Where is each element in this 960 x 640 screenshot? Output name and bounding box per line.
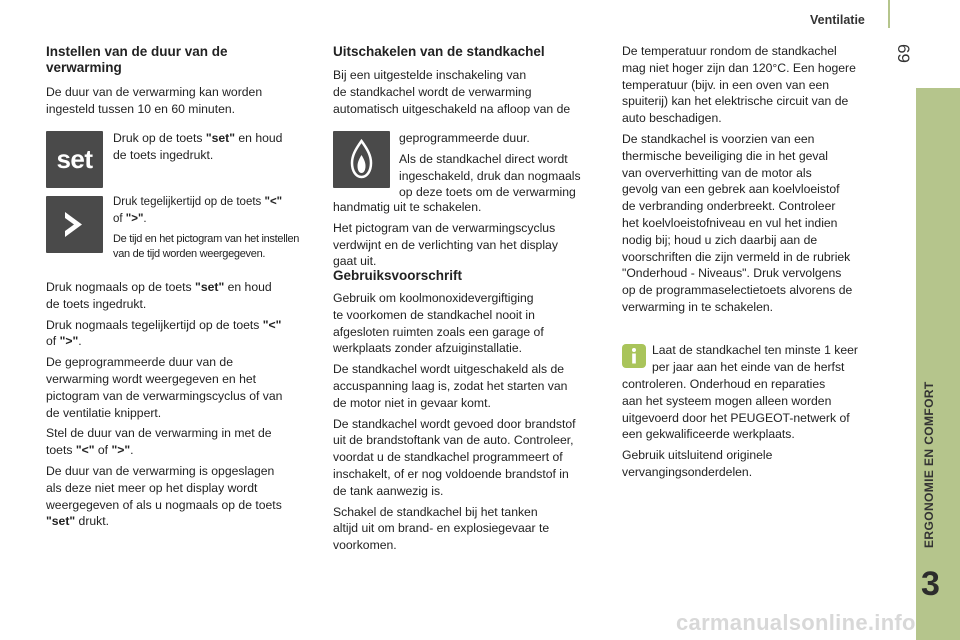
key-ref: "set" — [195, 280, 225, 294]
text-line: thermische beveiliging die in het geval — [622, 148, 828, 163]
col1-body — [46, 279, 321, 530]
heater-flame-key-icon — [333, 131, 390, 188]
text-line: voorschriften die zijn vermeld in de rubriek — [622, 249, 851, 264]
text-line: altijd uit om brand- en explosiegevaar te — [333, 521, 550, 536]
text-line: de motor niet in gevaar komt. — [333, 395, 491, 410]
text-line: aan het systeem mogen alleen worden — [622, 393, 832, 408]
text-line: werkplaats zonder afzuiginstallatie. — [333, 341, 523, 356]
text-line: van oververhitting van de motor als — [622, 165, 812, 180]
text-line: nodig bij; houd u zich daarbij aan de — [622, 232, 818, 247]
icon-text — [399, 130, 581, 201]
text-line: De duur van de verwarming kan worden — [46, 85, 263, 99]
key-ref: ">" — [59, 334, 79, 349]
text-line: Schakel de standkachel bij het tanken — [333, 504, 538, 519]
text: Druk nogmaals op de toets — [46, 280, 196, 294]
text-line: de verbranding onderbreekt. Controleer — [622, 199, 836, 214]
col3-body — [622, 43, 892, 316]
text-line: gevolg van een gebrek aan koelvloeistof — [622, 182, 840, 197]
col1-heading-line2: verwarming — [46, 60, 122, 75]
text-line: inschakelt, of er nog voldoende brandstof in — [333, 466, 569, 481]
text-line: ingesteld tussen 10 en 60 minuten. — [46, 101, 236, 116]
text-line: uit de brandstoftank van de auto. Controleer, — [333, 433, 574, 448]
col1-heading — [46, 44, 316, 76]
text-line: de toets ingedrukt. — [46, 296, 147, 311]
text-line: controleren. Onderhoud en reparaties — [622, 377, 826, 391]
watermark: carmanualsonline.info — [676, 610, 916, 635]
text: Druk nogmaals tegelijkertijd op de toets — [46, 317, 263, 332]
text: of — [46, 334, 60, 349]
page-number: 69 — [894, 44, 913, 63]
text-line: automatisch uitgeschakeld na afloop van de — [333, 101, 571, 116]
key-ref: "<" — [262, 317, 282, 332]
text: of — [113, 212, 126, 225]
step2-text — [113, 194, 299, 262]
info-icon — [622, 344, 646, 368]
text-line: temperatuur (bijv. in een oven van een — [622, 77, 830, 92]
text-line: het koelvloeistofniveau en vul het indien — [622, 215, 838, 230]
text-line: verwarming in te schakelen. — [622, 299, 774, 314]
chapter-number: 3 — [921, 565, 940, 603]
col2-intro — [333, 67, 570, 117]
text-line: de toets ingedrukt. — [113, 147, 214, 162]
text: toets — [46, 443, 76, 458]
text-line: De geprogrammeerde duur van de — [46, 355, 233, 370]
key-ref: "set" — [205, 131, 235, 145]
text-line: op de programmaselectietoets alvorens de — [622, 283, 853, 298]
note-line: De tijd en het pictogram van het instellen — [113, 232, 300, 245]
text-line: pictogram van de verwarmingscyclus of van — [46, 388, 283, 403]
text-line: Het pictogram van de verwarmingscyclus — [333, 220, 556, 235]
set-key-label: set — [56, 144, 93, 174]
text-line: te voorkomen de standkachel nooit in — [333, 307, 535, 322]
info-note-body — [622, 376, 892, 481]
text: . — [78, 334, 82, 349]
text: drukt. — [75, 514, 110, 529]
col2-heading2: Gebruiksvoorschrift — [333, 268, 463, 283]
text-line: afgesloten ruimten zoals een garage of — [333, 324, 544, 339]
chapter-tab — [916, 88, 960, 640]
col2-heading: Uitschakelen van de standkachel — [333, 44, 545, 59]
text-line: de ventilatie knippert. — [46, 405, 162, 420]
text-line: vervangingsonderdelen. — [622, 464, 753, 479]
step1-text — [113, 130, 282, 164]
text-line: De duur van de verwarming is opgeslagen — [46, 463, 275, 478]
col2-body — [333, 199, 613, 270]
text-line: De standkachel wordt gevoed door brandstof — [333, 416, 576, 431]
text: Druk tegelijkertijd op de toets — [113, 196, 265, 208]
text-line: een gekwalificeerde werkplaats. — [622, 427, 795, 442]
header-rule — [888, 0, 890, 28]
text-line: mag niet hoger zijn dan 120°C. Een hogere — [622, 60, 856, 75]
chapter-title: ERGONOMIE EN COMFORT — [922, 381, 936, 548]
info-note-head — [652, 342, 858, 376]
text-line: Bij een uitgestelde inschakeling van — [333, 68, 527, 82]
text-line: voorkomen. — [333, 538, 397, 553]
text-line: per jaar aan het einde van de herfst — [652, 359, 845, 374]
text-line: als deze niet meer op het display wordt — [46, 480, 258, 495]
text-line: De standkachel wordt uitgeschakeld als de — [333, 362, 565, 377]
text-line: op deze toets om de verwarming — [399, 185, 576, 200]
text-line: De standkachel is voorzien van een — [622, 131, 815, 146]
text-line: Stel de duur van de verwarming in met de — [46, 426, 272, 441]
col1-intro — [46, 84, 262, 118]
text-line: weergegeven of als u nogmaals op de toets — [46, 497, 282, 512]
text-line: uitgevoerd door het PEUGEOT-netwerk of — [622, 410, 850, 425]
text-line: geprogrammeerde duur. — [399, 131, 530, 145]
col1-heading-line1: Instellen van de duur van de — [46, 44, 228, 59]
info-i-icon — [622, 344, 646, 368]
text: of — [94, 443, 112, 458]
text-line: auto beschadigen. — [622, 111, 722, 126]
text-line: verdwijnt en de verlichting van het display — [333, 237, 558, 252]
note-line: van de tijd worden weergegeven. — [113, 247, 266, 260]
key-ref: "<" — [75, 443, 95, 458]
key-ref: "set" — [46, 514, 76, 529]
key-ref: ">" — [125, 212, 144, 225]
text-line: de tank aanwezig is. — [333, 483, 444, 498]
flame-icon — [333, 131, 390, 188]
text: . — [143, 212, 147, 225]
text-line: "Onderhoud - Niveaus". Druk vervolgens — [622, 266, 842, 281]
key-ref: "<" — [264, 196, 283, 208]
text: en houd — [224, 280, 272, 294]
text-line: verwarming wordt weergegeven en het — [46, 371, 257, 386]
text: Druk op de toets — [113, 131, 206, 145]
text-line: ingeschakeld, druk dan nogmaals — [399, 168, 581, 183]
text-line: Laat de standkachel ten minste 1 keer — [652, 343, 858, 357]
key-ref: ">" — [111, 443, 131, 458]
set-key-icon — [46, 131, 103, 188]
text-line: accuspanning laag is, zodat het starten van — [333, 378, 568, 393]
text-line: handmatig uit te schakelen. — [333, 200, 482, 214]
chevron-right-icon — [46, 196, 103, 253]
text-line: voordat u de standkachel programmeert of — [333, 450, 563, 465]
text-line: gaat uit. — [333, 254, 377, 269]
chevron-right-key-icon — [46, 196, 103, 253]
text-line: Gebruik uitsluitend originele — [622, 448, 773, 463]
text-line: Gebruik om koolmonoxidevergiftiging — [333, 291, 534, 305]
text: . — [130, 443, 134, 458]
text-line: Als de standkachel direct wordt — [399, 151, 568, 166]
text-line: spuiterij) kan het elektrische circuit van de — [622, 94, 849, 109]
section-title: Ventilatie — [810, 13, 865, 27]
col2-rules — [333, 290, 618, 554]
text: en houd — [234, 131, 283, 145]
text-line: De temperatuur rondom de standkachel — [622, 44, 837, 58]
text-line: de standkachel wordt de verwarming — [333, 84, 532, 99]
